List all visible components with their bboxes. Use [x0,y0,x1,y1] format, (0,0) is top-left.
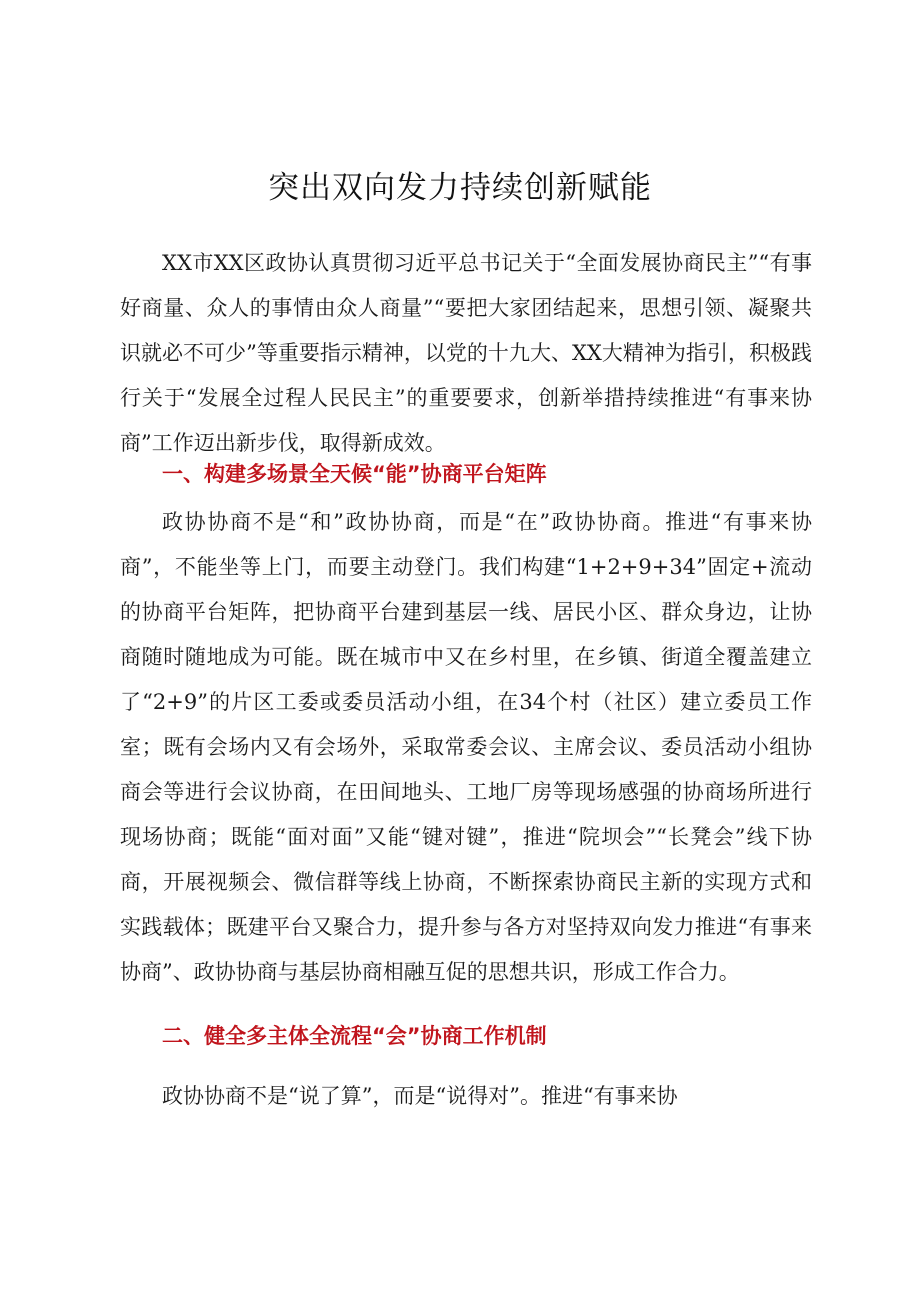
section-1-paragraph: 政协协商不是“和”政协协商，而是“在”政协协商。推进“有事来协商”，不能坐等上门，而要主动登门。我们构建“1+2+9+34”固定+流动的协商平台矩阵，把协商平台建到基层一线、居民小区、群众身边，让协商随时随地成为可能。既在城市中又在乡村里，在乡镇、街道全覆盖建立了“2+9”的片区工委或委员活动小组，在34个村（社区）建立委员工作室；既有会场内又有会场外，采取常委会议、主席会议、委员活动小组协商会等进行会议协商，在田间地头、工地厂房等现场感强的协商场所进行现场协商；既能“面对面”又能“键对键”，推进“院坝会”“长凳会”线下协商，开展视频会、微信群等线上协商，不断探索协商民主新的实现方式和实践载体；既建平台又聚合力，提升参与各方对坚持双向发力推进“有事来协商”、政协协商与基层协商相融互促的思想共识，形成工作合力。 [120,510,812,984]
document-title: 突出双向发力持续创新赋能 [268,170,652,206]
section-2-heading: 二、健全多主体全流程“会”协商工作机制 [162,1024,547,1048]
intro-paragraph: XX市XX区政协认真贯彻习近平总书记关于“全面发展协商民主”“有事好商量、众人的事情由众人商量”“要把大家团结起来，思想引领、凝聚共识就必不可少”等重要指示精神，以党的十九大、XX大精神为指引，积极践行关于“发展全过程人民民主”的重要要求，创新举措持续推进“有事来协商”工作迈出新步伐，取得新成效。 [120,251,812,455]
section-2-paragraph: 政协协商不是“说了算”，而是“说得对”。推进“有事来协 [162,1084,678,1108]
section-1-heading: 一、构建多场景全天候“能”协商平台矩阵 [162,462,547,486]
